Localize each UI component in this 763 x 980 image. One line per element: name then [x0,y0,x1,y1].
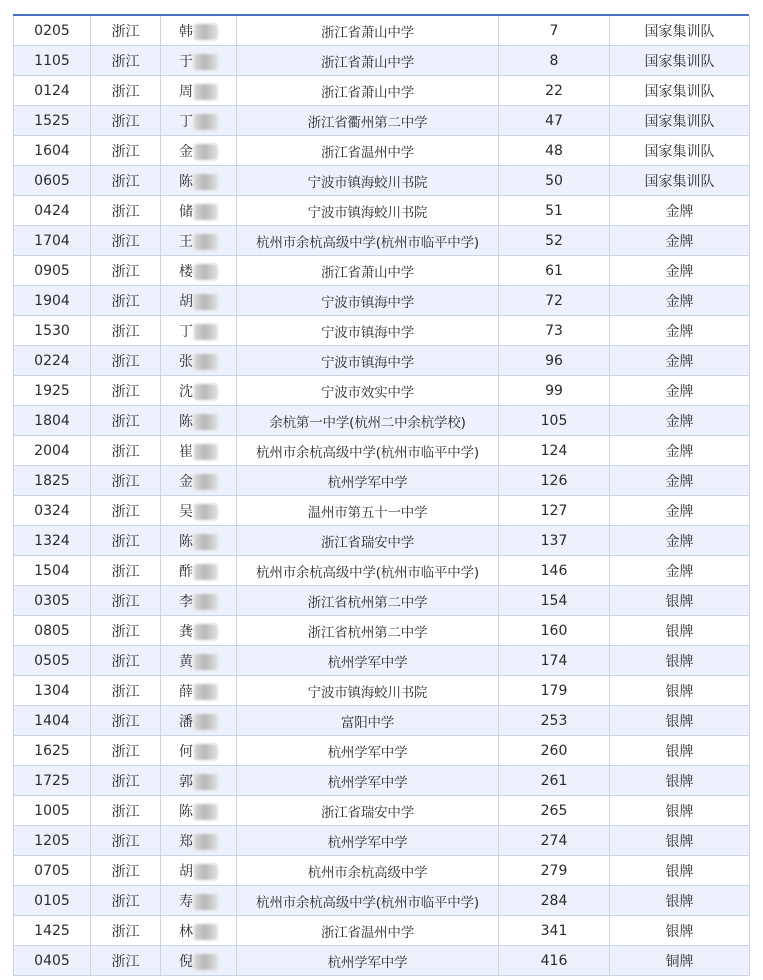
cell-province: 浙江 [91,586,161,616]
cell-id: 1304 [14,676,91,706]
name-visible-char: 金 [179,143,193,160]
cell-award: 国家集训队 [610,76,750,106]
redaction-blur [194,174,218,190]
name-visible-char: 酢 [179,563,193,580]
cell-id: 2004 [14,436,91,466]
table-row [14,136,750,166]
cell-award: 银牌 [610,916,750,946]
cell-rank: 260 [499,736,610,766]
cell-name [161,376,237,406]
cell-province: 浙江 [91,736,161,766]
cell-school: 杭州市余杭高级中学 [237,856,499,886]
redaction-blur [194,204,218,220]
redaction-blur [194,444,218,460]
cell-award: 金牌 [610,196,750,226]
cell-province: 浙江 [91,796,161,826]
cell-province: 浙江 [91,76,161,106]
cell-school: 浙江省萧山中学 [237,46,499,76]
cell-award: 银牌 [610,766,750,796]
results-table-container [13,14,749,976]
cell-name [161,166,237,196]
cell-name [161,616,237,646]
cell-school: 宁波市镇海中学 [237,316,499,346]
table-row [14,256,750,286]
cell-award: 国家集训队 [610,166,750,196]
name-visible-char: 储 [179,203,193,220]
cell-school: 浙江省杭州第二中学 [237,586,499,616]
redaction-blur [194,414,218,430]
cell-name [161,316,237,346]
cell-rank: 154 [499,586,610,616]
name-visible-char: 陈 [179,533,193,550]
cell-award: 银牌 [610,826,750,856]
cell-name [161,406,237,436]
table-row [14,736,750,766]
cell-award: 金牌 [610,556,750,586]
cell-name [161,76,237,106]
cell-name [161,196,237,226]
table-row [14,646,750,676]
cell-province: 浙江 [91,916,161,946]
cell-rank: 253 [499,706,610,736]
cell-award: 金牌 [610,466,750,496]
cell-id: 0205 [14,16,91,46]
redaction-blur [194,774,218,790]
cell-province: 浙江 [91,166,161,196]
cell-rank: 73 [499,316,610,346]
name-visible-char: 丁 [179,323,193,340]
cell-school: 杭州市余杭高级中学(杭州市临平中学) [237,886,499,916]
cell-school: 浙江省瑞安中学 [237,526,499,556]
cell-name [161,466,237,496]
cell-rank: 51 [499,196,610,226]
cell-id: 1625 [14,736,91,766]
cell-province: 浙江 [91,286,161,316]
cell-province: 浙江 [91,646,161,676]
table-row [14,106,750,136]
cell-province: 浙江 [91,406,161,436]
name-visible-char: 周 [179,83,193,100]
cell-id: 0324 [14,496,91,526]
redaction-blur [194,264,218,280]
cell-award: 金牌 [610,316,750,346]
cell-award: 银牌 [610,736,750,766]
name-visible-char: 何 [179,743,193,760]
cell-province: 浙江 [91,466,161,496]
cell-id: 0124 [14,76,91,106]
table-row [14,436,750,466]
cell-province: 浙江 [91,886,161,916]
cell-id: 0505 [14,646,91,676]
cell-name [161,856,237,886]
cell-province: 浙江 [91,316,161,346]
cell-province: 浙江 [91,376,161,406]
cell-province: 浙江 [91,856,161,886]
table-row [14,916,750,946]
cell-id: 0905 [14,256,91,286]
cell-rank: 146 [499,556,610,586]
cell-name [161,586,237,616]
cell-province: 浙江 [91,526,161,556]
cell-name [161,766,237,796]
name-visible-char: 林 [179,923,193,940]
cell-name [161,496,237,526]
redaction-blur [194,744,218,760]
cell-name [161,436,237,466]
name-visible-char: 于 [179,53,193,70]
table-row [14,886,750,916]
redaction-blur [194,684,218,700]
cell-rank: 7 [499,16,610,46]
cell-province: 浙江 [91,346,161,376]
cell-rank: 105 [499,406,610,436]
redaction-blur [194,924,218,940]
cell-id: 1105 [14,46,91,76]
cell-award: 银牌 [610,856,750,886]
cell-id: 1005 [14,796,91,826]
table-row [14,196,750,226]
cell-school: 宁波市镇海中学 [237,286,499,316]
cell-school: 宁波市效实中学 [237,376,499,406]
cell-province: 浙江 [91,256,161,286]
name-visible-char: 吴 [179,503,193,520]
table-row [14,376,750,406]
name-visible-char: 黄 [179,653,193,670]
cell-province: 浙江 [91,706,161,736]
redaction-blur [194,504,218,520]
cell-id: 0705 [14,856,91,886]
name-visible-char: 李 [179,593,193,610]
cell-school: 杭州市余杭高级中学(杭州市临平中学) [237,436,499,466]
redaction-blur [194,384,218,400]
cell-name [161,136,237,166]
cell-school: 富阳中学 [237,706,499,736]
name-visible-char: 金 [179,473,193,490]
redaction-blur [194,234,218,250]
cell-province: 浙江 [91,826,161,856]
cell-id: 0105 [14,886,91,916]
cell-school: 浙江省衢州第二中学 [237,106,499,136]
name-visible-char: 郑 [179,833,193,850]
cell-award: 金牌 [610,286,750,316]
redaction-blur [194,954,218,970]
name-visible-char: 崔 [179,443,193,460]
cell-award: 金牌 [610,256,750,286]
table-row [14,496,750,526]
cell-award: 金牌 [610,436,750,466]
cell-award: 金牌 [610,376,750,406]
name-visible-char: 张 [179,353,193,370]
cell-school: 杭州学军中学 [237,946,499,976]
cell-award: 国家集训队 [610,16,750,46]
cell-award: 金牌 [610,496,750,526]
name-visible-char: 胡 [179,293,193,310]
cell-award: 金牌 [610,226,750,256]
cell-school: 宁波市镇海中学 [237,346,499,376]
cell-rank: 274 [499,826,610,856]
cell-rank: 22 [499,76,610,106]
cell-id: 1530 [14,316,91,346]
cell-rank: 124 [499,436,610,466]
cell-school: 杭州学军中学 [237,736,499,766]
cell-school: 杭州学军中学 [237,766,499,796]
cell-school: 宁波市镇海蛟川书院 [237,196,499,226]
name-visible-char: 丁 [179,113,193,130]
table-row [14,286,750,316]
redaction-blur [194,564,218,580]
cell-id: 1904 [14,286,91,316]
name-visible-char: 陈 [179,803,193,820]
cell-rank: 179 [499,676,610,706]
table-row [14,406,750,436]
cell-province: 浙江 [91,196,161,226]
redaction-blur [194,654,218,670]
cell-name [161,736,237,766]
name-visible-char: 倪 [179,953,193,970]
name-visible-char: 潘 [179,713,193,730]
table-row [14,526,750,556]
cell-award: 金牌 [610,406,750,436]
cell-province: 浙江 [91,766,161,796]
cell-rank: 174 [499,646,610,676]
table-row [14,826,750,856]
table-row [14,166,750,196]
cell-id: 1205 [14,826,91,856]
cell-id: 0405 [14,946,91,976]
cell-id: 1404 [14,706,91,736]
cell-name [161,556,237,586]
cell-name [161,226,237,256]
cell-award: 银牌 [610,616,750,646]
cell-school: 浙江省萧山中学 [237,256,499,286]
name-visible-char: 郭 [179,773,193,790]
cell-school: 浙江省温州中学 [237,916,499,946]
redaction-blur [194,714,218,730]
cell-province: 浙江 [91,46,161,76]
cell-rank: 8 [499,46,610,76]
name-visible-char: 韩 [179,23,193,40]
cell-rank: 279 [499,856,610,886]
cell-name [161,886,237,916]
cell-province: 浙江 [91,136,161,166]
cell-id: 1925 [14,376,91,406]
table-row [14,856,750,886]
cell-school: 杭州学军中学 [237,466,499,496]
name-visible-char: 陈 [179,173,193,190]
cell-province: 浙江 [91,436,161,466]
cell-rank: 72 [499,286,610,316]
cell-rank: 50 [499,166,610,196]
table-row [14,706,750,736]
cell-rank: 52 [499,226,610,256]
cell-school: 宁波市镇海蛟川书院 [237,676,499,706]
name-visible-char: 胡 [179,863,193,880]
cell-name [161,916,237,946]
redaction-blur [194,894,218,910]
table-row [14,766,750,796]
cell-id: 1504 [14,556,91,586]
cell-province: 浙江 [91,676,161,706]
cell-province: 浙江 [91,556,161,586]
cell-award: 国家集训队 [610,136,750,166]
cell-award: 国家集训队 [610,106,750,136]
cell-id: 1525 [14,106,91,136]
cell-school: 杭州学军中学 [237,646,499,676]
cell-name [161,826,237,856]
name-visible-char: 楼 [179,263,193,280]
name-visible-char: 沈 [179,383,193,400]
table-row [14,616,750,646]
cell-id: 0805 [14,616,91,646]
cell-school: 宁波市镇海蛟川书院 [237,166,499,196]
cell-award: 金牌 [610,346,750,376]
cell-id: 1324 [14,526,91,556]
cell-id: 0424 [14,196,91,226]
redaction-blur [194,294,218,310]
cell-award: 银牌 [610,796,750,826]
cell-rank: 48 [499,136,610,166]
name-visible-char: 陈 [179,413,193,430]
table-row [14,946,750,976]
cell-id: 1704 [14,226,91,256]
redaction-blur [194,534,218,550]
redaction-blur [194,84,218,100]
cell-school: 浙江省瑞安中学 [237,796,499,826]
cell-name [161,106,237,136]
cell-rank: 265 [499,796,610,826]
cell-award: 银牌 [610,646,750,676]
results-table [13,16,750,976]
cell-name [161,346,237,376]
cell-province: 浙江 [91,106,161,136]
cell-school: 杭州市余杭高级中学(杭州市临平中学) [237,556,499,586]
cell-rank: 261 [499,766,610,796]
redaction-blur [194,324,218,340]
redaction-blur [194,864,218,880]
cell-province: 浙江 [91,946,161,976]
redaction-blur [194,474,218,490]
redaction-blur [194,54,218,70]
cell-name [161,286,237,316]
cell-id: 0224 [14,346,91,376]
cell-name [161,706,237,736]
cell-school: 温州市第五十一中学 [237,496,499,526]
table-row [14,226,750,256]
redaction-blur [194,834,218,850]
cell-province: 浙江 [91,16,161,46]
redaction-blur [194,354,218,370]
cell-award: 银牌 [610,586,750,616]
table-row [14,466,750,496]
cell-award: 银牌 [610,706,750,736]
cell-province: 浙江 [91,616,161,646]
cell-rank: 341 [499,916,610,946]
cell-id: 1604 [14,136,91,166]
cell-award: 银牌 [610,886,750,916]
cell-name [161,676,237,706]
table-row [14,76,750,106]
name-visible-char: 龚 [179,623,193,640]
cell-id: 1825 [14,466,91,496]
table-row [14,46,750,76]
name-visible-char: 王 [179,233,193,250]
cell-id: 0605 [14,166,91,196]
cell-award: 金牌 [610,526,750,556]
cell-id: 1425 [14,916,91,946]
cell-id: 1725 [14,766,91,796]
name-visible-char: 薛 [179,683,193,700]
cell-rank: 126 [499,466,610,496]
cell-award: 国家集训队 [610,46,750,76]
cell-rank: 416 [499,946,610,976]
cell-name [161,256,237,286]
cell-school: 余杭第一中学(杭州二中余杭学校) [237,406,499,436]
table-row [14,796,750,826]
cell-name [161,46,237,76]
cell-rank: 99 [499,376,610,406]
cell-province: 浙江 [91,496,161,526]
table-row [14,346,750,376]
cell-name [161,796,237,826]
name-visible-char: 寿 [179,893,193,910]
results-table-body [14,16,750,976]
cell-name [161,946,237,976]
cell-rank: 127 [499,496,610,526]
table-row [14,676,750,706]
redaction-blur [194,24,218,40]
redaction-blur [194,594,218,610]
cell-school: 浙江省温州中学 [237,136,499,166]
cell-rank: 284 [499,886,610,916]
cell-province: 浙江 [91,226,161,256]
cell-id: 1804 [14,406,91,436]
table-row [14,316,750,346]
cell-school: 浙江省萧山中学 [237,76,499,106]
redaction-blur [194,624,218,640]
cell-school: 杭州学军中学 [237,826,499,856]
redaction-blur [194,114,218,130]
cell-rank: 137 [499,526,610,556]
cell-school: 杭州市余杭高级中学(杭州市临平中学) [237,226,499,256]
redaction-blur [194,144,218,160]
cell-rank: 47 [499,106,610,136]
cell-rank: 96 [499,346,610,376]
cell-name [161,526,237,556]
redaction-blur [194,804,218,820]
cell-name [161,16,237,46]
cell-award: 铜牌 [610,946,750,976]
cell-rank: 160 [499,616,610,646]
cell-rank: 61 [499,256,610,286]
table-row [14,586,750,616]
table-row [14,556,750,586]
cell-school: 浙江省萧山中学 [237,16,499,46]
cell-school: 浙江省杭州第二中学 [237,616,499,646]
table-row [14,16,750,46]
cell-id: 0305 [14,586,91,616]
cell-name [161,646,237,676]
cell-award: 银牌 [610,676,750,706]
